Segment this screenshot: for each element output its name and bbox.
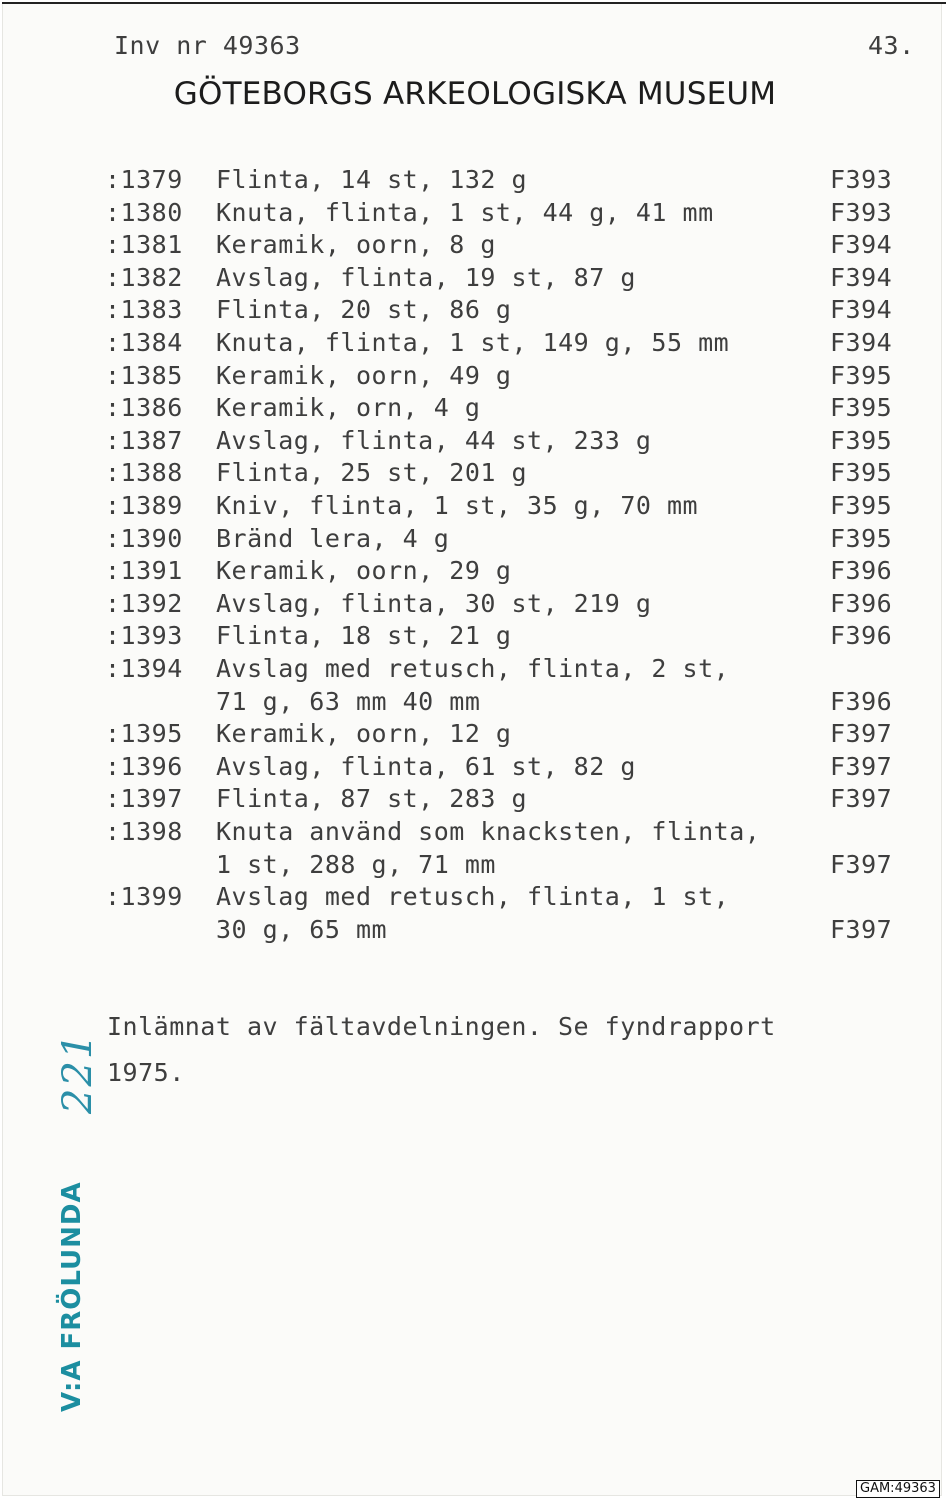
find-number: :1382 bbox=[105, 262, 183, 292]
find-row bbox=[2, 523, 946, 556]
find-reference: F397 bbox=[830, 914, 893, 944]
find-number: :1380 bbox=[105, 197, 183, 227]
find-row bbox=[2, 686, 946, 719]
find-row bbox=[2, 360, 946, 393]
find-row bbox=[2, 718, 946, 751]
find-row bbox=[2, 653, 946, 686]
find-reference: F394 bbox=[830, 230, 893, 260]
find-reference: F397 bbox=[830, 719, 893, 749]
find-description: 30 g, 65 mm bbox=[216, 914, 388, 944]
find-description: Keramik, oorn, 29 g bbox=[216, 556, 512, 586]
find-description: Avslag, flinta, 19 st, 87 g bbox=[216, 262, 636, 292]
find-row bbox=[2, 751, 946, 784]
find-number: :1389 bbox=[105, 491, 183, 520]
find-number: :1379 bbox=[105, 165, 183, 194]
find-reference: F395 bbox=[830, 491, 893, 520]
find-description: Keramik, oorn, 8 g bbox=[216, 230, 496, 260]
find-reference: F395 bbox=[830, 425, 893, 455]
find-row bbox=[2, 849, 946, 882]
find-reference: F396 bbox=[830, 621, 893, 651]
find-number: :1398 bbox=[105, 817, 183, 846]
find-reference: F393 bbox=[830, 165, 893, 194]
find-reference: F395 bbox=[830, 393, 893, 423]
catalog-card bbox=[2, 2, 942, 1496]
find-description: Avslag med retusch, flinta, 1 st, bbox=[216, 882, 730, 912]
find-reference: F394 bbox=[830, 295, 893, 325]
find-number: :1385 bbox=[105, 360, 183, 390]
find-row bbox=[2, 327, 946, 360]
find-description: Kniv, flinta, 1 st, 35 g, 70 mm bbox=[216, 491, 699, 520]
find-number: :1399 bbox=[105, 882, 183, 912]
page-number: 43. bbox=[868, 31, 915, 60]
find-number: :1383 bbox=[105, 295, 183, 325]
find-number: :1381 bbox=[105, 230, 183, 260]
find-description: 71 g, 63 mm 40 mm bbox=[216, 686, 481, 716]
find-row bbox=[2, 490, 946, 523]
find-reference: F397 bbox=[830, 784, 893, 814]
find-number: :1395 bbox=[105, 719, 183, 749]
find-description: Flinta, 87 st, 283 g bbox=[216, 784, 528, 814]
find-reference: F397 bbox=[830, 849, 893, 879]
find-number: :1388 bbox=[105, 458, 183, 488]
find-number: :1396 bbox=[105, 751, 183, 781]
find-row bbox=[2, 588, 946, 621]
find-description: Avslag, flinta, 30 st, 219 g bbox=[216, 588, 652, 618]
find-reference: F395 bbox=[830, 523, 893, 553]
find-number: :1390 bbox=[105, 523, 183, 553]
find-description: Avslag, flinta, 61 st, 82 g bbox=[216, 751, 636, 781]
find-reference: F396 bbox=[830, 686, 893, 716]
find-description: Keramik, oorn, 49 g bbox=[216, 360, 512, 390]
find-description: Knuta använd som knacksten, flinta, bbox=[216, 817, 761, 846]
submission-year: 1975. bbox=[107, 1058, 185, 1087]
find-reference: F396 bbox=[830, 588, 893, 618]
find-description: Keramik, oorn, 12 g bbox=[216, 719, 512, 749]
find-number: :1391 bbox=[105, 556, 183, 586]
find-number: :1384 bbox=[105, 328, 183, 357]
find-row bbox=[2, 164, 946, 197]
find-row bbox=[2, 914, 946, 947]
find-row bbox=[2, 392, 946, 425]
find-description: Knuta, flinta, 1 st, 149 g, 55 mm bbox=[216, 328, 730, 357]
find-reference: F396 bbox=[830, 556, 893, 586]
find-row bbox=[2, 262, 946, 295]
handwritten-number: 221 bbox=[55, 1031, 101, 1114]
find-row bbox=[2, 783, 946, 816]
site-stamp: V:A FRÖLUNDA bbox=[57, 1181, 87, 1412]
find-description: Bränd lera, 4 g bbox=[216, 523, 450, 553]
find-description: Flinta, 18 st, 21 g bbox=[216, 621, 512, 651]
find-reference: F393 bbox=[830, 197, 893, 227]
find-row bbox=[2, 425, 946, 458]
find-number: :1392 bbox=[105, 588, 183, 618]
find-row bbox=[2, 457, 946, 490]
find-reference: F397 bbox=[830, 751, 893, 781]
find-description: Flinta, 20 st, 86 g bbox=[216, 295, 512, 325]
find-row bbox=[2, 555, 946, 588]
find-description: Avslag med retusch, flinta, 2 st, bbox=[216, 654, 730, 683]
find-row bbox=[2, 881, 946, 914]
find-row bbox=[2, 229, 946, 262]
find-reference: F394 bbox=[830, 262, 893, 292]
find-reference: F395 bbox=[830, 458, 893, 488]
find-reference: F394 bbox=[830, 328, 893, 357]
find-row bbox=[2, 197, 946, 230]
find-description: Flinta, 25 st, 201 g bbox=[216, 458, 528, 488]
inventory-number: Inv nr 49363 bbox=[114, 31, 301, 60]
find-description: Flinta, 14 st, 132 g bbox=[216, 165, 528, 194]
find-number: :1393 bbox=[105, 621, 183, 651]
find-description: Knuta, flinta, 1 st, 44 g, 41 mm bbox=[216, 197, 714, 227]
find-row bbox=[2, 816, 946, 849]
archive-tag: GAM:49363 bbox=[856, 1480, 940, 1498]
submission-note: Inlämnat av fältavdelningen. Se fyndrapport bbox=[107, 1012, 776, 1041]
find-description: 1 st, 288 g, 71 mm bbox=[216, 849, 496, 879]
card-top-edge bbox=[2, 2, 946, 4]
find-description: Keramik, orn, 4 g bbox=[216, 393, 481, 423]
find-reference: F395 bbox=[830, 360, 893, 390]
find-row bbox=[2, 294, 946, 327]
find-description: Avslag, flinta, 44 st, 233 g bbox=[216, 425, 652, 455]
find-number: :1394 bbox=[105, 654, 183, 683]
find-number: :1387 bbox=[105, 425, 183, 455]
find-number: :1397 bbox=[105, 784, 183, 814]
find-row bbox=[2, 620, 946, 653]
find-number: :1386 bbox=[105, 393, 183, 423]
museum-heading: GÖTEBORGS ARKEOLOGISKA MUSEUM bbox=[173, 76, 777, 112]
